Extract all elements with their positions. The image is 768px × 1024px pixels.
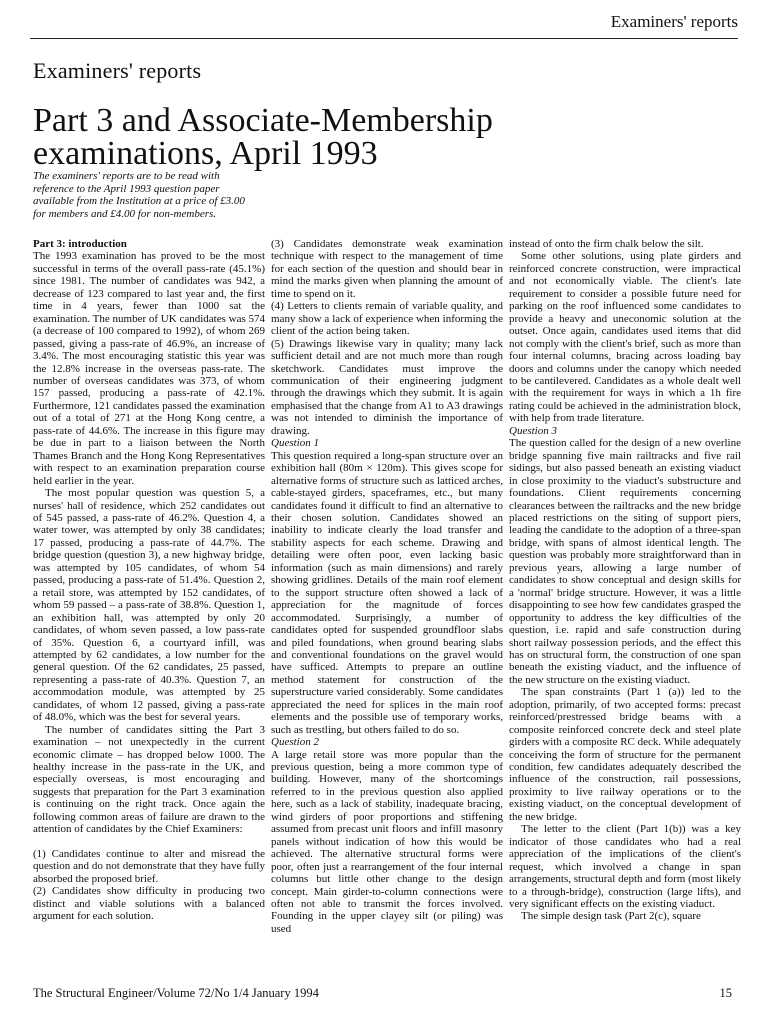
column-2 [271, 238, 503, 935]
list-item: (5) Drawings likewise vary in quality; many lack sufficient detail and are not much more than rough sketchwork. Candidates must improve the communication of their engineering judgment through the drawings which they submit. It is again emphasised that the change from A1 to A3 drawings was not intended to diminish the importance of drawing. [271, 337, 503, 437]
page-number: 15 [719, 986, 732, 1000]
paragraph: The span constraints (Part 1 (a)) led to the adoption, primarily, of two accepted forms: precast reinforced/prestressed bridge beams with a composite reinforced concrete deck and steel plate girders with a composite RC deck. While adequately conceiving the form of structure for the permanent condition, few candidates adequately described the influence of the construction, rail possessions, proximity to live railway operations or to the existing viaduct, on the conceptual development of the new bridge. [509, 686, 741, 823]
paragraph: The letter to the client (Part 1(b)) was a key indicator of those candidates who had a real appreciation of the implications of the client's request, which involved a change in span arrangements, structural depth and form (most likely to a through-bridge), construction (large lifts), and very significant effects on the existing viaduct. [509, 823, 741, 911]
list-item: (4) Letters to clients remain of variable quality, and many show a lack of experience when informing the client of the action being taken. [271, 300, 503, 338]
question-3-heading: Question 3 [509, 424, 557, 437]
article-title: Part 3 and Associate-Membership examinations, April 1993 [33, 102, 493, 172]
list-item: (1) Candidates continue to alter and misread the question and do not demonstrate that they have fully absorbed the proposed brief. [33, 847, 265, 885]
paragraph: The simple design task (Part 2(c), square [521, 910, 701, 923]
column-3 [509, 238, 741, 923]
paragraph: Some other solutions, using plate girders and reinforced concrete construction, were impractical and not economically viable. The client's late requirement to consider a possible future need for parking on the roof influenced some candidates to provide a heavy and uneconomic solution at the outset. Once again, candidates used items that did not comply with the client's brief, such as more than four internal columns, bracing across loading bay doors and columns under the canopy which needed to be cantilevered. Candidates as a whole dealt well with the requirement for ways in which a 1h fire rating could be achieved in the administration block, with help from trade literature. [509, 250, 741, 425]
header-rule [30, 38, 738, 39]
subheading-part3-intro: Part 3: introduction [33, 238, 127, 250]
paragraph: instead of onto the firm chalk below the silt. [509, 238, 704, 250]
paragraph: This question required a long-span structure over an exhibition hall (80m × 120m). This gives scope for alternative forms of structure such as latticed arches, cable-stayed girders, spaceframes, etc., but many candidates found it difficult to find an alternative to their chosen solution. Candidates showed an inability to indicate clearly the load transfer and stability aspects for each scheme. Drawing and detailing were often poor, even lacking basic information (such as main dimensions) and rarely showing gridlines. Details of the main roof element to the support structure often showed a lack of appreciation for the magnitude of forces accommodated. Surprisingly, a number of candidates opted for suspended groundfloor slabs and piled foundations, when ground bearing slabs and conventional foundations on the gravel would have sufficed. Attempts to prepare an outline method statement for construction of the superstructure varied considerably. Some candidates appreciated the need for splices in the main roof elements and the possible use of temporary works, such as trestling, but others failed to do so. [271, 449, 503, 736]
paragraph: The most popular question was question 5, a nurses' hall of residence, which 252 candidates out of 545 passed, a pass-rate of 46.2%. Question 4, a water tower, was attempted by only 38 candidates; 17 passed, producing a pass-rate of 44.7%. The bridge question (question 3), a new highway bridge, was attempted by 105 candidates, of whom 54 passed, producing a pass-rate of 51.4%. Question 2, a retail store, was attempted by 152 candidates, of whom 59 passed – a pass-rate of 38.8%. Question 1, an exhibition hall, was attempted by only 20 candidates, of whom seven passed, a low pass-rate of 35%. Question 6, a courtyard infill, was attempted by 62 candidates, a low number for the general question. Of the 62 candidates, 25 passed, representing a pass-rate of 40.3%. Question 7, an accommodation module, was attempted by 25 candidates, of whom 12 passed, giving a pass-rate of 48.0%, which was the best for several years. [33, 487, 265, 724]
list-item: (2) Candidates show difficulty in producing two distinct and viable solutions with a balanced argument for each solution. [33, 885, 265, 923]
list-item: (3) Candidates demonstrate weak examination technique with respect to the management of time for each section of the question and should bear in mind the marks given when planning the amount of time to spend on it. [271, 238, 503, 300]
paragraph: The number of candidates sitting the Part 3 examination – not unexpectedly in the current economic climate – has dropped below 1000. The healthy increase in the pass-rate in the UK, and especially overseas, is most encouraging and suggests that preparation for the Part 3 examination is continuing on the right track. Once again the following common areas of failure are drawn to the attention of candidates by the Chief Examiners: [33, 723, 265, 836]
page-footer [33, 986, 732, 1001]
intro-note: The examiners' reports are to be read with reference to the April 1993 question paper available from the Institution at a price of £3.00 for members and £4.00 for non-members. [33, 170, 245, 220]
question-1-heading: Question 1 [271, 437, 319, 450]
paragraph: A large retail store was more popular than the previous question, being a more common type of building. However, many of the shortcomings referred to in the previous question also applied here, such as a lack of stability, inadequate bracing, wind girders of poor proportions and stiffening assumed from precast unit floors and infill masonry panels without indication of how this would be achieved. The alternative structural forms were poor, often just a rearrangement of the four internal columns but little other change to the design concept. Main girder-to-column connections were often not able to transmit the forces involved. Founding in the upper clayey silt (or piling) was used [271, 748, 503, 935]
running-head: Examiners' reports [610, 12, 738, 31]
journal-citation: The Structural Engineer/Volume 72/No 1/4 January 1994 [33, 986, 319, 1000]
question-2-heading: Question 2 [271, 736, 319, 749]
paragraph: The 1993 examination has proved to be the most successful in terms of the overall pass-rate (45.1%) since 1981. The number of candidates was 942, a decrease of 123 compared to last year and, the first time in 4 years, fewer than 1000 sat the examination. The number of UK candidates was 574 (a decrease of 100 compared to 1992), of whom 269 passed, giving a pass-rate of 46.9%, an increase of 3.4%. The most encouraging statistic this year was the 12.8% increase in the overseas pass-rate. The number of overseas candidates was 373, of whom 157 passed, producing a pass-rate of 42.1%. Furthermore, 121 candidates passed the examination out of a total of 271 at the Hong Kong centre, a pass-rate of 44.6%. The increase in this figure may be due in part to a liaison between the North Thames Branch and the Hong Kong Representatives with respect to an examination preparation course held earlier in the year. [33, 250, 265, 487]
section-title: Examiners' reports [33, 58, 202, 83]
paragraph: The question called for the design of a new overline bridge spanning five main railtracks and five rail sidings, but also passed beneath an existing viaduct in close proximity to the viaduct's substructure and foundations. Client requirements concerning clearances between the railtracks and the new bridge placed restrictions on the siting of support piers, leading the candidate to the adoption of a three-span bridge, with spans of almost identical length. The question was probably more straightforward than in previous years, allowing a large number of candidates to show conceptual and design skills for a 'normal' bridge structure. However, it was a little disappointing to see how few candidates grasped the opportunity to address the key difficulties of the question, i.e. rapid and safe construction during short railway possession periods, and the effect this has on structural form, the construction of one span beneath the existing viaduct, and the influence of the new structure on the existing viaduct. [509, 437, 741, 686]
column-1 [33, 238, 265, 922]
